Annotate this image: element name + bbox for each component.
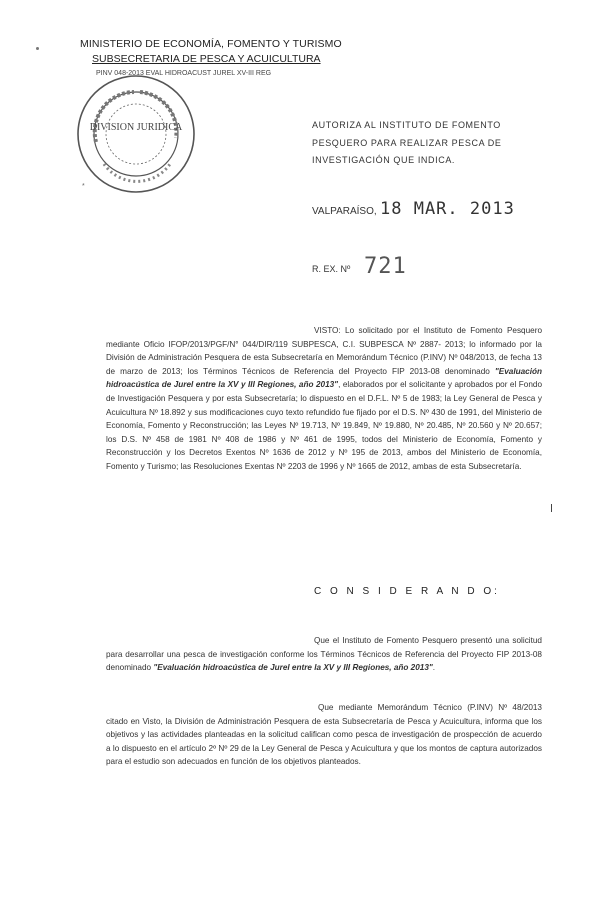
considerando-1-text-b: . — [432, 663, 436, 673]
resolution-date: 18 MAR. 2013 — [380, 199, 515, 219]
rex-number: 721 — [364, 254, 407, 279]
visto-project-title: "Evaluación hidroacústica de Jurel entre la XV y III Regiones, año 2013" — [106, 366, 543, 390]
considerando-paragraph-1 — [106, 634, 542, 675]
rex-label: R. EX. Nº — [312, 264, 351, 274]
visto-paragraph — [106, 324, 542, 474]
ministry-heading: MINISTERIO DE ECONOMÍA, FOMENTO Y TURISMO — [80, 38, 342, 50]
svg-text:*: * — [82, 183, 85, 190]
considerando-1-project-title: "Evaluación hidroacústica de Jurel entre la XV y III Regiones, año 2013" — [153, 663, 433, 673]
considerando-heading: C O N S I D E R A N D O: — [314, 586, 500, 597]
division-juridica-stamp — [74, 72, 198, 196]
considerando-1-text-a: Que el Instituto de Fomento Pesquero presentó una solicitud para desarrollar una pesca de investigación conforme los Términos Técnicos de Referencia del Proyecto FIP 2013-08 denominado — [106, 636, 542, 673]
considerando-paragraph-2 — [106, 701, 542, 769]
place-label: VALPARAÍSO, — [312, 206, 377, 217]
subsecretaria-heading: SUBSECRETARIA DE PESCA Y ACUICULTURA — [92, 53, 321, 65]
reference-code: PINV 048-2013 EVAL HIDROACUST JUREL XV-III REG — [96, 70, 272, 77]
visto-text-a: Lo solicitado por el Instituto de Fomento Pesquero mediante Oficio IFOP/2013/PGF/N° 044/DIR/119 SUBPESCA, C.I. SUBPESCA Nº 2887- 2013; lo informado por la División de Administración Pesquera de esta Subsecretaría en Memorándum Técnico (P.INV) Nº 048/2013, de fecha 13 de marzo de 2013; los Términos Técnicos de Referencia del Proyecto FIP 2013-08 denominado — [106, 326, 542, 376]
considerando-2-text: Que mediante Memorándum Técnico (P.INV) Nº 48/2013 citado en Visto, la División de Administración Pesquera de esta Subsecretaría de Pesca y Acuicultura, informa que los objetivos y las actividades planteadas en la solicitud califican como pesca de investigación de prospección de acuerdo a lo dispuesto en el artículo 2º Nº 29 de la Ley General de Pesca y Acuicultura y que los montos de captura autorizados para el estudio son adecuados en función de los objetivos planteados. — [106, 703, 542, 767]
margin-mark — [551, 504, 552, 512]
visto-text-b: , elaborados por el solicitante y aprobados por el Fondo de Investigación Pesquera y por esta Subsecretaría; lo dispuesto en el D.F.L. Nº 5 de 1983; la Ley General de Pesca y Acuicultura Nº 18.892 y sus modificaciones cuyo texto refundido fue fijado por el D.S. Nº 430 de 1991, del Ministerio de Economía, Fomento y Reconstrucción; las Leyes Nº 19.713, Nº 19.849, Nº 19.880, Nº 20.485, Nº 20.560 y Nº 20.657; los D.S. Nº 458 de 1981 Nº 408 de 1986 y Nº 461 de 1995, todos del Ministerio de Economía, Fomento y Reconstrucción y los Decretos Exentos Nº 1636 de 2012 y Nº 195 de 2013, ambos del Ministerio de Economía, Fomento y Turismo; las Resoluciones Exentas Nº 2203 de 1996 y Nº 1665 de 2012, ambas de esta Subsecretaría. — [106, 380, 542, 471]
resolution-subject: AUTORIZA AL INSTITUTO DE FOMENTO PESQUERO PARA REALIZAR PESCA DE INVESTIGACIÓN QUE INDICA. — [312, 120, 502, 165]
stamp-text: DIVISION JURIDICA — [89, 122, 183, 133]
visto-lead: VISTO: — [314, 326, 341, 335]
scan-speck — [36, 47, 39, 50]
